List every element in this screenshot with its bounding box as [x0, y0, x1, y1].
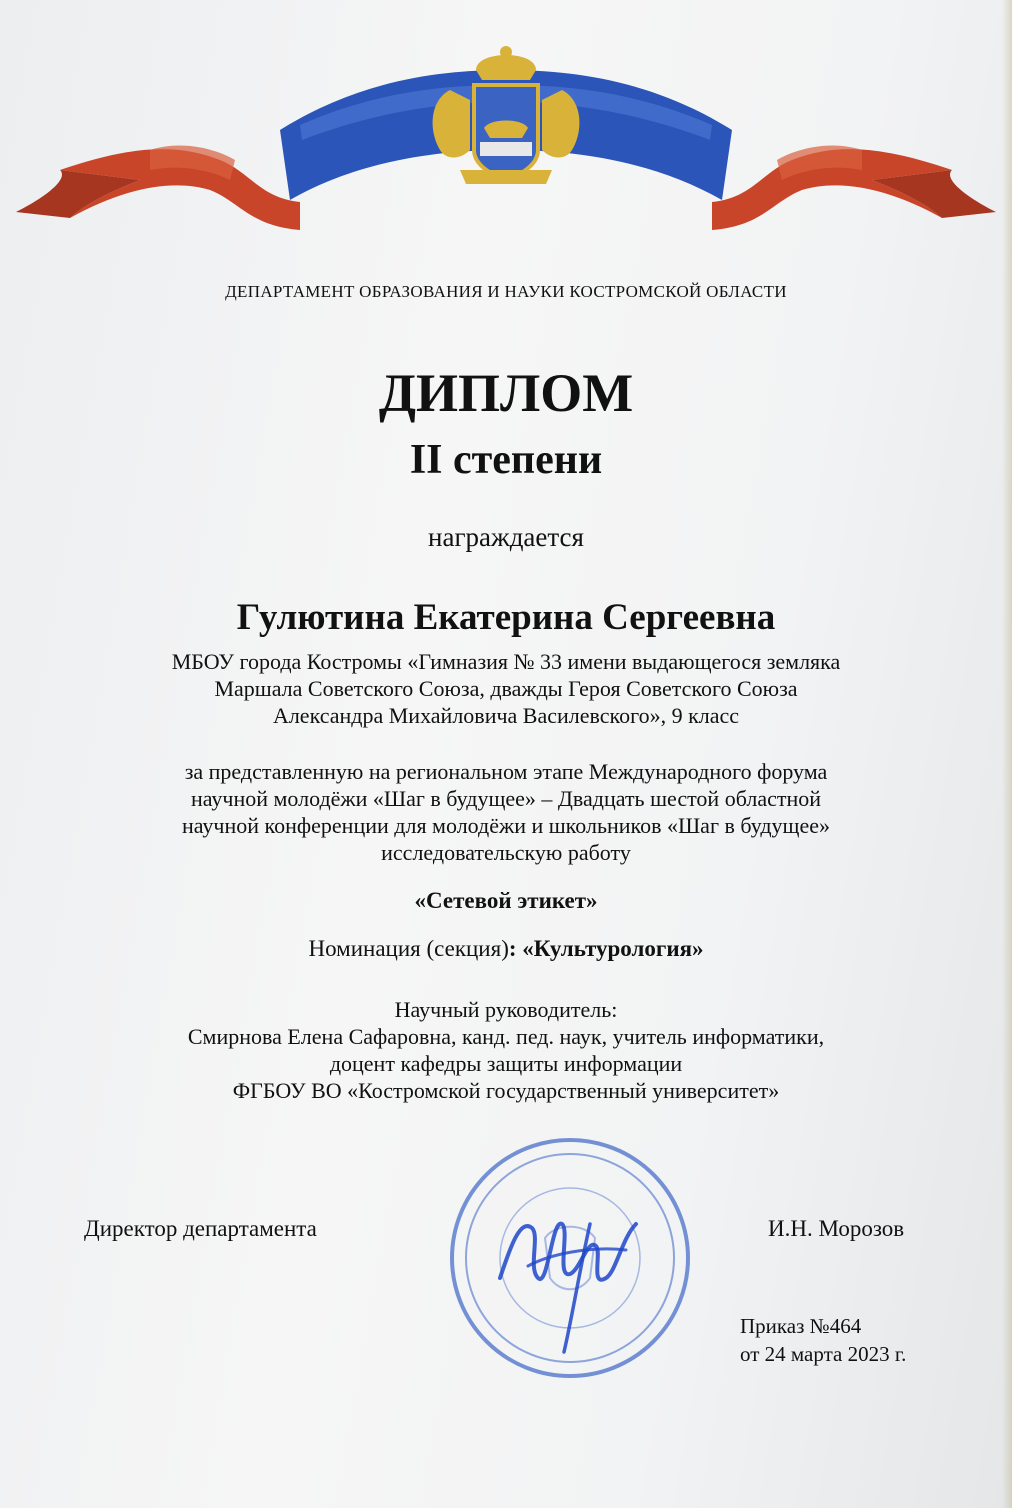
reason-line: за представленную на региональном этапе Международного форума	[184, 759, 828, 784]
signer-name: И.Н. Морозов	[768, 1216, 905, 1241]
order-number: Приказ №464	[740, 1314, 862, 1338]
school-line: МБОУ города Костромы «Гимназия № 33 имени выдающегося земляка	[171, 649, 841, 674]
nomination-label: Номинация (секция)	[308, 936, 509, 961]
award-reason	[0, 758, 1012, 866]
recipient-name: Гулютина Екатерина Сергеевна	[236, 597, 776, 638]
school-line: Александра Михайловича Василевского», 9 класс	[272, 703, 740, 728]
reason-line: научной молодёжи «Шаг в будущее» – Двадцать шестой областной	[190, 786, 822, 811]
coat-of-arms-icon	[433, 46, 580, 184]
supervisor-line: Смирнова Елена Сафаровна, канд. пед. наук, учитель информатики,	[187, 1024, 825, 1049]
reason-line: научной конференции для молодёжи и школьников «Шаг в будущее»	[182, 813, 830, 838]
order-date: от 24 марта 2023 г.	[740, 1342, 907, 1366]
school-line: Маршала Советского Союза, дважды Героя Советского Союза	[214, 676, 798, 701]
supervisor-info	[0, 996, 1012, 1104]
document-title: ДИПЛОМ	[378, 363, 634, 423]
right-red-ribbon	[712, 145, 996, 230]
supervisor-line: Научный руководитель:	[394, 997, 618, 1022]
school-info	[0, 648, 1012, 729]
signer-position: Директор департамента	[84, 1216, 317, 1241]
awarded-text: награждается	[428, 522, 584, 552]
supervisor-line: доцент кафедры защиты информации	[329, 1051, 683, 1076]
order-info	[740, 1312, 906, 1368]
reason-line: исследовательскую работу	[381, 840, 631, 865]
supervisor-line: ФГБОУ ВО «Костромской государственный университет»	[232, 1078, 780, 1103]
work-title: «Сетевой этикет»	[414, 888, 598, 913]
department-name: ДЕПАРТАМЕНТ ОБРАЗОВАНИЯ И НАУКИ КОСТРОМСКОЙ ОБЛАСТИ	[225, 282, 787, 301]
nomination	[0, 936, 1012, 962]
diploma-degree: II степени	[409, 437, 603, 483]
ribbon-banner-with-coat-of-arms	[0, 30, 1012, 260]
official-stamp-with-signature	[440, 1128, 700, 1388]
left-red-ribbon	[16, 145, 300, 230]
nomination-value: : «Культурология»	[508, 936, 704, 961]
